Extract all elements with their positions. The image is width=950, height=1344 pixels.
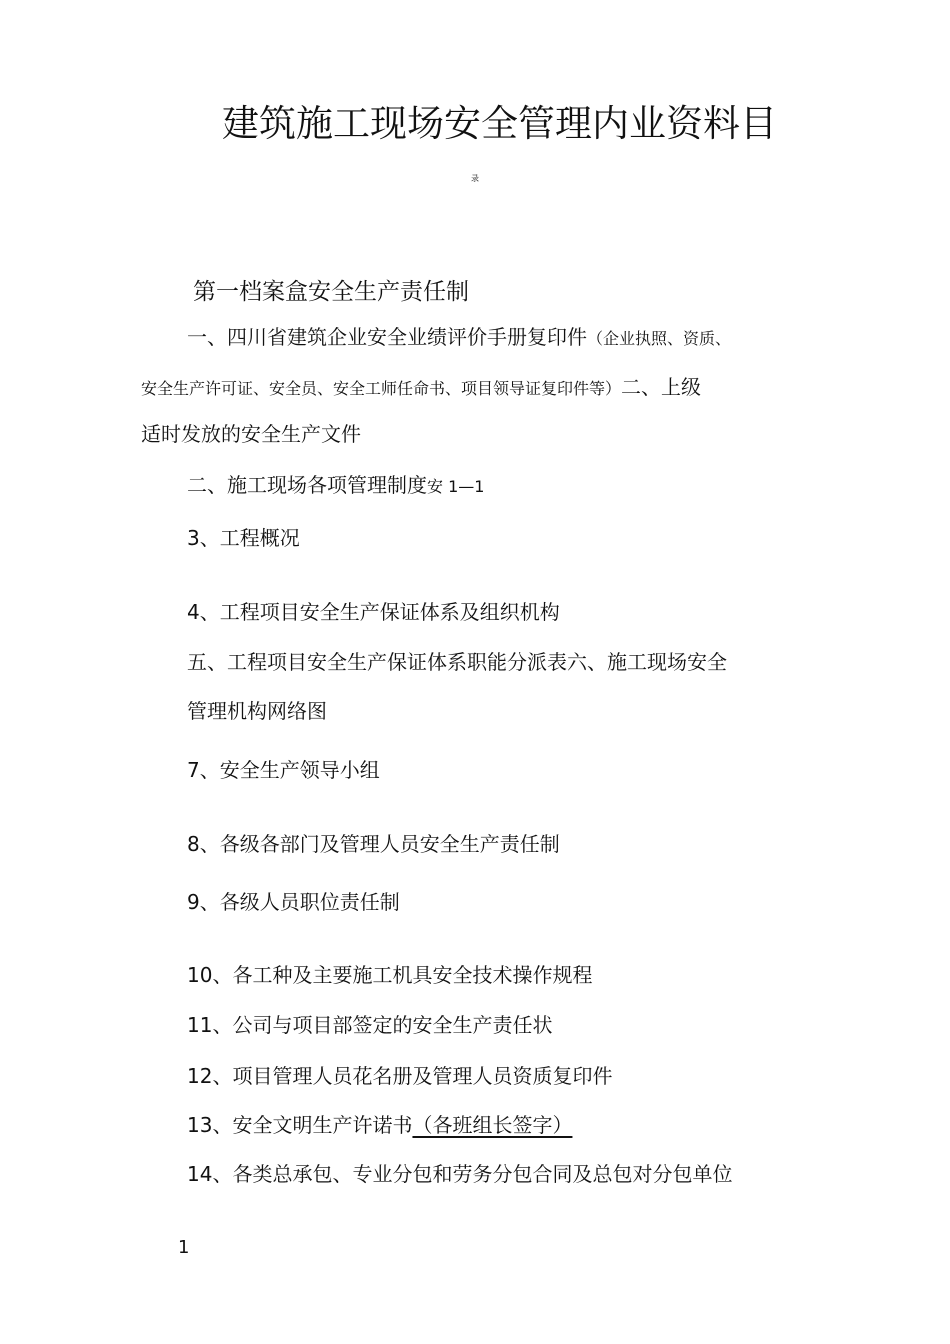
- list-item: [187, 471, 484, 501]
- item13-main: 13、安全文明生产许诺书: [187, 1113, 413, 1137]
- list-item-6-continuation: 管理机构网络图: [187, 699, 327, 723]
- list-item-7: 7、安全生产领导小组: [187, 758, 380, 782]
- list-item-13: [187, 1111, 572, 1139]
- list-item: [187, 323, 731, 353]
- document-title: 建筑施工现场安全管理内业资料目: [222, 102, 777, 145]
- list-item-5-6: 五、工程项目安全生产保证体系职能分派表六、施工现场安全: [187, 650, 727, 674]
- list-item-3: 3、工程概况: [187, 526, 300, 550]
- list-item-14: 14、各类总承包、专业分包和劳务分包合同及总包对分包单位: [187, 1162, 733, 1186]
- item1-paren: （企业执照、资质、: [587, 329, 732, 348]
- item1-main: 一、四川省建筑企业安全业绩评价手册复印件: [187, 325, 587, 349]
- title-overflow-char: 录: [471, 174, 479, 183]
- list-item-11: 11、公司与项目部签定的安全生产责任状: [187, 1013, 553, 1037]
- item2-continuation: 适时发放的安全生产文件: [141, 422, 361, 446]
- list-item-8: 8、各级各部门及管理人员安全生产责任制: [187, 832, 560, 856]
- item1-continuation: 安全生产许可证、安全员、安全工师任命书、项目领导证复印件等）: [141, 379, 622, 398]
- list-item-4: 4、工程项目安全生产保证体系及组织机构: [187, 600, 560, 624]
- list-item-12: 12、项目管理人员花名册及管理人员资质复印件: [187, 1064, 613, 1088]
- item3-suffix: 安 1—1: [427, 477, 485, 496]
- item2-inline: 二、上级: [621, 375, 702, 399]
- page-number: 1: [178, 1237, 190, 1258]
- section-heading: 第一档案盒安全生产责任制: [193, 279, 469, 305]
- list-item: [141, 373, 701, 403]
- item13-underlined-note: （各班组长签字）: [412, 1113, 573, 1137]
- list-item-10: 10、各工种及主要施工机具安全技术操作规程: [187, 963, 593, 987]
- list-item-9: 9、各级人员职位责任制: [187, 890, 400, 914]
- item3-main: 二、施工现场各项管理制度: [187, 473, 427, 497]
